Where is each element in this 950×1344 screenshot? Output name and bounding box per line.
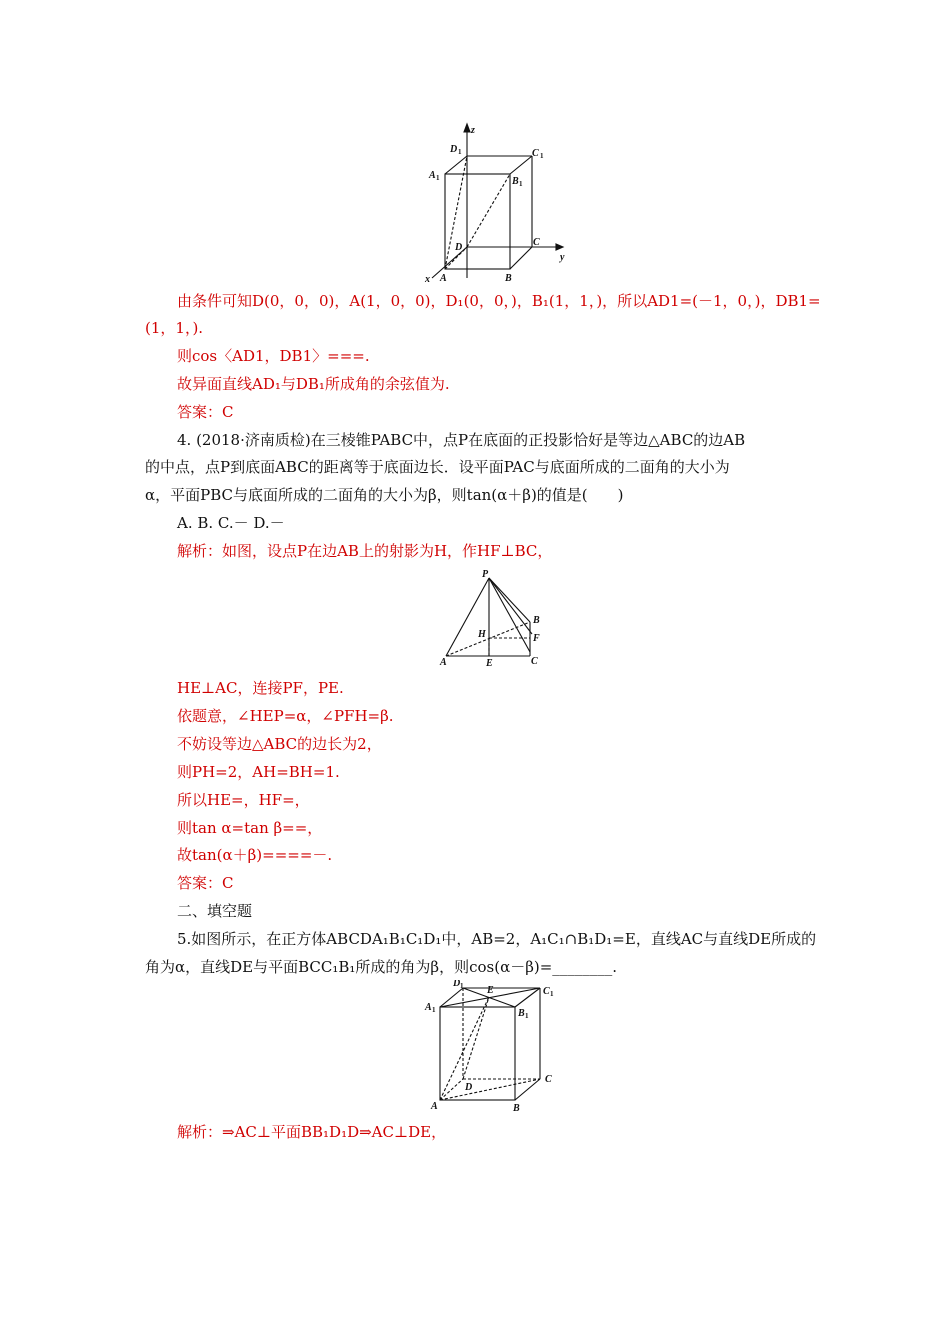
svg-text:1: 1 xyxy=(540,152,544,160)
svg-text:1: 1 xyxy=(460,982,464,990)
label-E: E xyxy=(487,985,494,996)
label-A1: A xyxy=(425,1002,432,1013)
label-B1: B xyxy=(512,176,519,187)
solution4-line3: 不妨设等边△ABC的边长为2， xyxy=(177,735,382,753)
label-B1: B xyxy=(518,1008,525,1019)
label-D1: D xyxy=(450,144,458,155)
label-A1: A xyxy=(429,170,436,181)
solution4-line7: 故tan(α＋β)====－. xyxy=(177,846,333,864)
solution4-intro: 解析：如图，设点P在边AB上的射影为H，作HF⊥BC， xyxy=(177,542,553,560)
question5-line2: 角为α，直线DE与平面BCC₁B₁所成的角为β，则cos(α－β)=________. xyxy=(145,958,618,976)
label-D1: D xyxy=(453,980,461,989)
label-z: z xyxy=(471,125,475,136)
solution4-answer: 答案：C xyxy=(177,874,234,892)
question4-options: A. B. C.－ D.－ xyxy=(177,514,285,532)
question4-line3: α，平面PBC与底面所成的二面角的大小为β，则tan(α＋β)的值是( ) xyxy=(145,486,624,504)
solution3-line1: 由条件可知D(0，0，0)，A(1，0，0)，D₁(0，0，)，B₁(1，1，)，所以AD1=(－1，0，)，DB1= xyxy=(177,292,821,310)
solution4-line6: 则tan α=tan β==， xyxy=(177,819,323,837)
svg-text:1: 1 xyxy=(519,180,523,188)
figure-cube-axes xyxy=(420,120,570,285)
svg-text:1: 1 xyxy=(436,174,440,182)
question4-line1: 4. (2018·济南质检)在三棱锥PABC中，点P在底面的正投影恰好是等边△ABC的边AB xyxy=(177,431,746,449)
solution4-line4: 则PH=2，AH=BH=1. xyxy=(177,763,340,781)
label-C: C xyxy=(545,1074,552,1085)
solution3-line4: 故异面直线AD₁与DB₁所成角的余弦值为. xyxy=(177,375,450,393)
label-F: F xyxy=(533,633,540,644)
label-C1: C xyxy=(543,986,550,997)
label-D: D xyxy=(465,1082,473,1093)
label-C: C xyxy=(533,237,540,248)
question5-line1: 5.如图所示，在正方体ABCDA₁B₁C₁D₁中，AB=2，A₁C₁∩B₁D₁=E，直线AC与直线DE所成的 xyxy=(177,930,817,948)
label-B: B xyxy=(533,615,540,626)
svg-text:1: 1 xyxy=(550,990,554,998)
solution4-line5: 所以HE=，HF=， xyxy=(177,791,310,809)
label-A: A xyxy=(431,1101,438,1112)
label-H: H xyxy=(478,629,486,640)
svg-text:1: 1 xyxy=(525,1012,529,1020)
solution4-line1: HE⊥AC，连接PF，PE. xyxy=(177,679,344,697)
label-x: x xyxy=(425,274,430,285)
solution3-line2: (1，1，). xyxy=(145,319,204,337)
solution3-line3: 则cos〈AD1，DB1〉===. xyxy=(177,347,370,365)
question4-line2: 的中点，点P到底面ABC的距离等于底面边长．设平面PAC与底面所成的二面角的大小为 xyxy=(145,458,730,476)
label-C1: C xyxy=(532,148,539,159)
label-E: E xyxy=(486,658,493,669)
svg-text:1: 1 xyxy=(432,1006,436,1014)
figure-cube-E xyxy=(423,980,568,1115)
label-A: A xyxy=(440,657,447,668)
label-A: A xyxy=(440,273,447,284)
solution5-line1: 解析：⇒AC⊥平面BB₁D₁D⇒AC⊥DE， xyxy=(177,1123,447,1141)
svg-text:1: 1 xyxy=(458,148,462,156)
label-P: P xyxy=(482,569,489,580)
solution4-line2: 依题意，∠HEP=α，∠PFH=β. xyxy=(177,707,394,725)
figure-pyramid xyxy=(436,566,551,671)
solution3-answer: 答案：C xyxy=(177,403,234,421)
label-y: y xyxy=(560,252,565,263)
section-heading: 二、填空题 xyxy=(177,902,253,920)
label-B: B xyxy=(513,1103,520,1114)
label-B: B xyxy=(505,273,512,284)
label-D: D xyxy=(455,242,463,253)
label-C: C xyxy=(531,656,538,667)
